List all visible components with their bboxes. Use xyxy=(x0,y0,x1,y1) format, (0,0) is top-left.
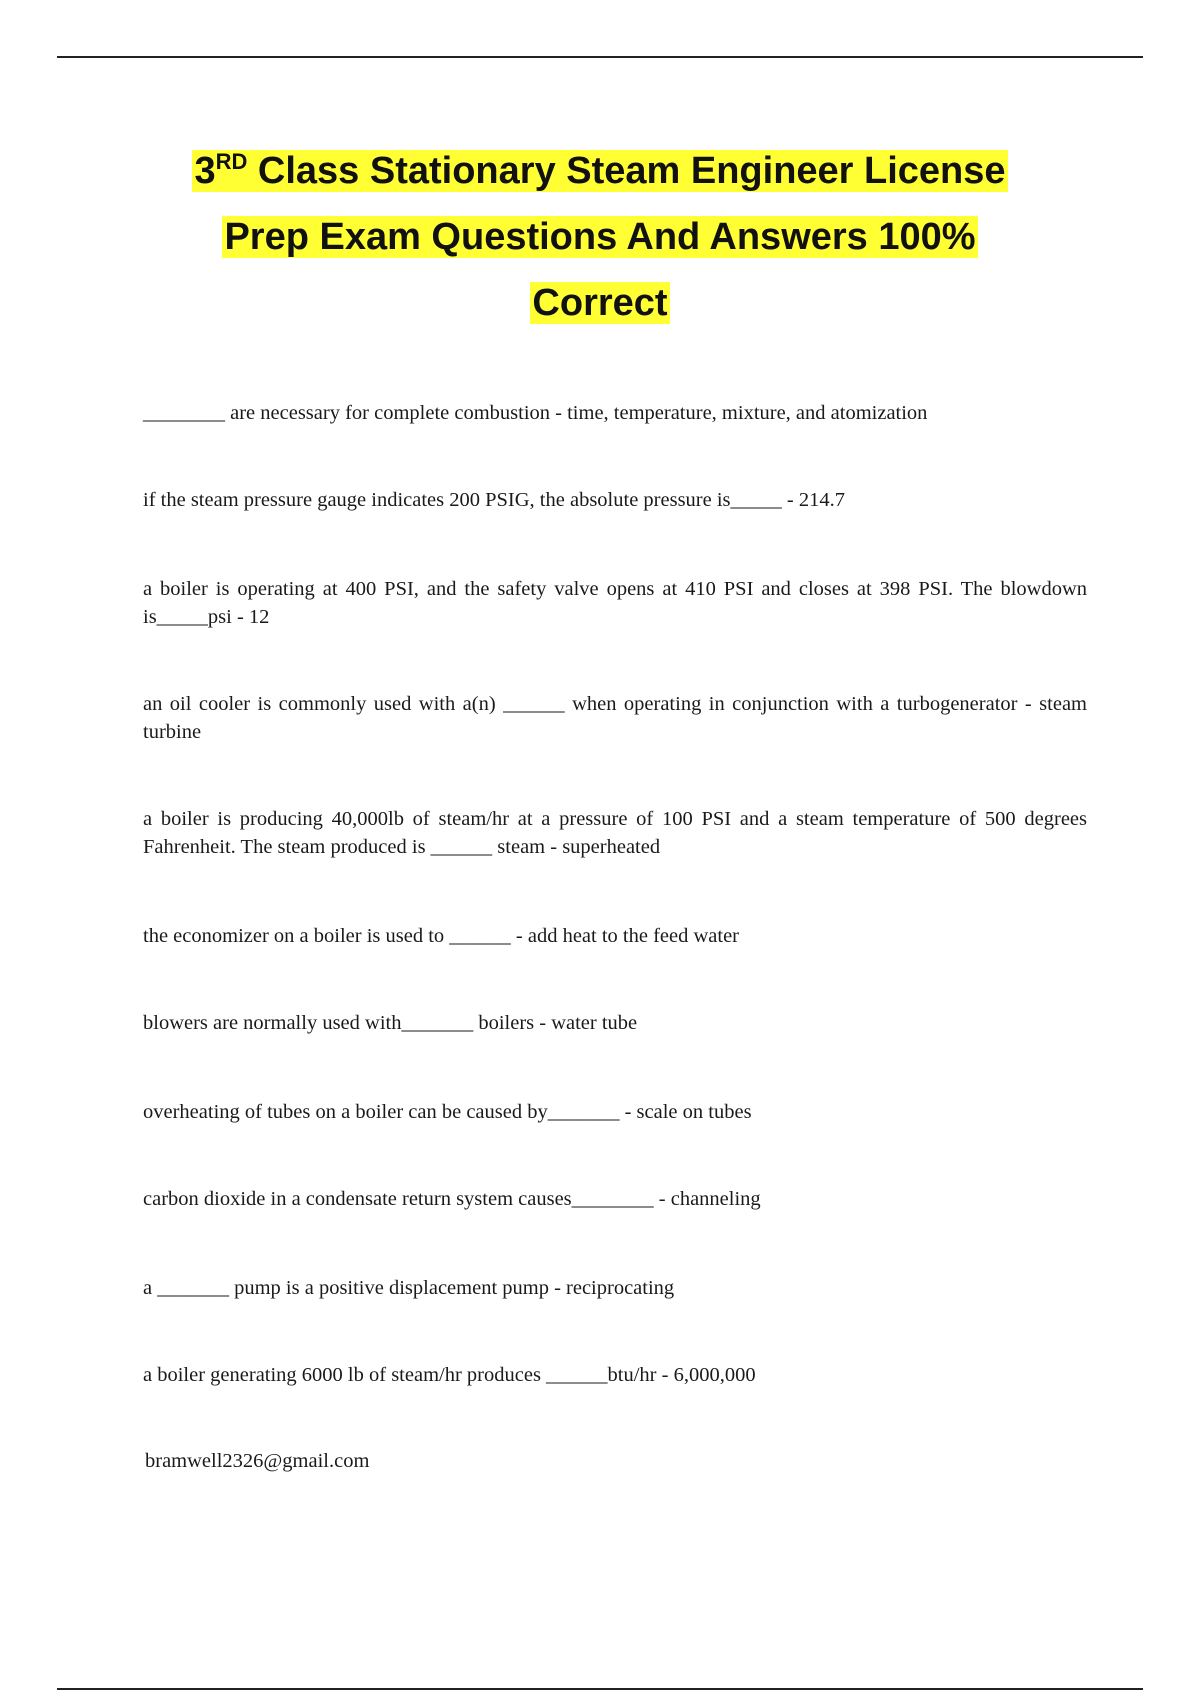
title-ordinal-suffix: RD xyxy=(215,149,248,174)
document-title xyxy=(0,138,1200,336)
bottom-rule xyxy=(57,1688,1143,1690)
qa-item-1: ________ are necessary for complete combustion - time, temperature, mixture, and atomization xyxy=(143,402,928,424)
qa-item-8: overheating of tubes on a boiler can be caused by_______ - scale on tubes xyxy=(143,1101,752,1123)
qa-item-3: a boiler is operating at 400 PSI, and the safety valve opens at 410 PSI and closes at 398 PSI. The blowdown is_____psi - 12 xyxy=(143,578,1087,628)
qa-item-10: a _______ pump is a positive displacement pump - reciprocating xyxy=(143,1277,675,1299)
qa-item-2: if the steam pressure gauge indicates 200 PSIG, the absolute pressure is_____ - 214.7 xyxy=(143,489,845,511)
title-ordinal: 3 xyxy=(194,150,216,192)
qa-item-4: an oil cooler is commonly used with a(n) ______ when operating in conjunction with a turbogenerator - steam turbine xyxy=(143,693,1087,743)
title-line-1: Class Stationary Steam Engineer License xyxy=(247,150,1006,192)
qa-item-9: carbon dioxide in a condensate return system causes________ - channeling xyxy=(143,1188,761,1210)
qa-item-5: a boiler is producing 40,000lb of steam/hr at a pressure of 100 PSI and a steam temperature of 500 degrees Fahrenheit. The steam produced is ______ steam - superheated xyxy=(143,808,1087,858)
qa-item-6: the economizer on a boiler is used to ______ - add heat to the feed water xyxy=(143,925,740,947)
qa-item-11: a boiler generating 6000 lb of steam/hr produces ______btu/hr - 6,000,000 xyxy=(143,1364,756,1386)
footer-email: bramwell2326@gmail.com xyxy=(145,1450,370,1472)
title-line-2: Prep Exam Questions And Answers 100% xyxy=(224,216,976,258)
title-line-3: Correct xyxy=(532,282,668,324)
qa-item-7: blowers are normally used with_______ boilers - water tube xyxy=(143,1012,638,1034)
top-rule xyxy=(57,56,1143,58)
